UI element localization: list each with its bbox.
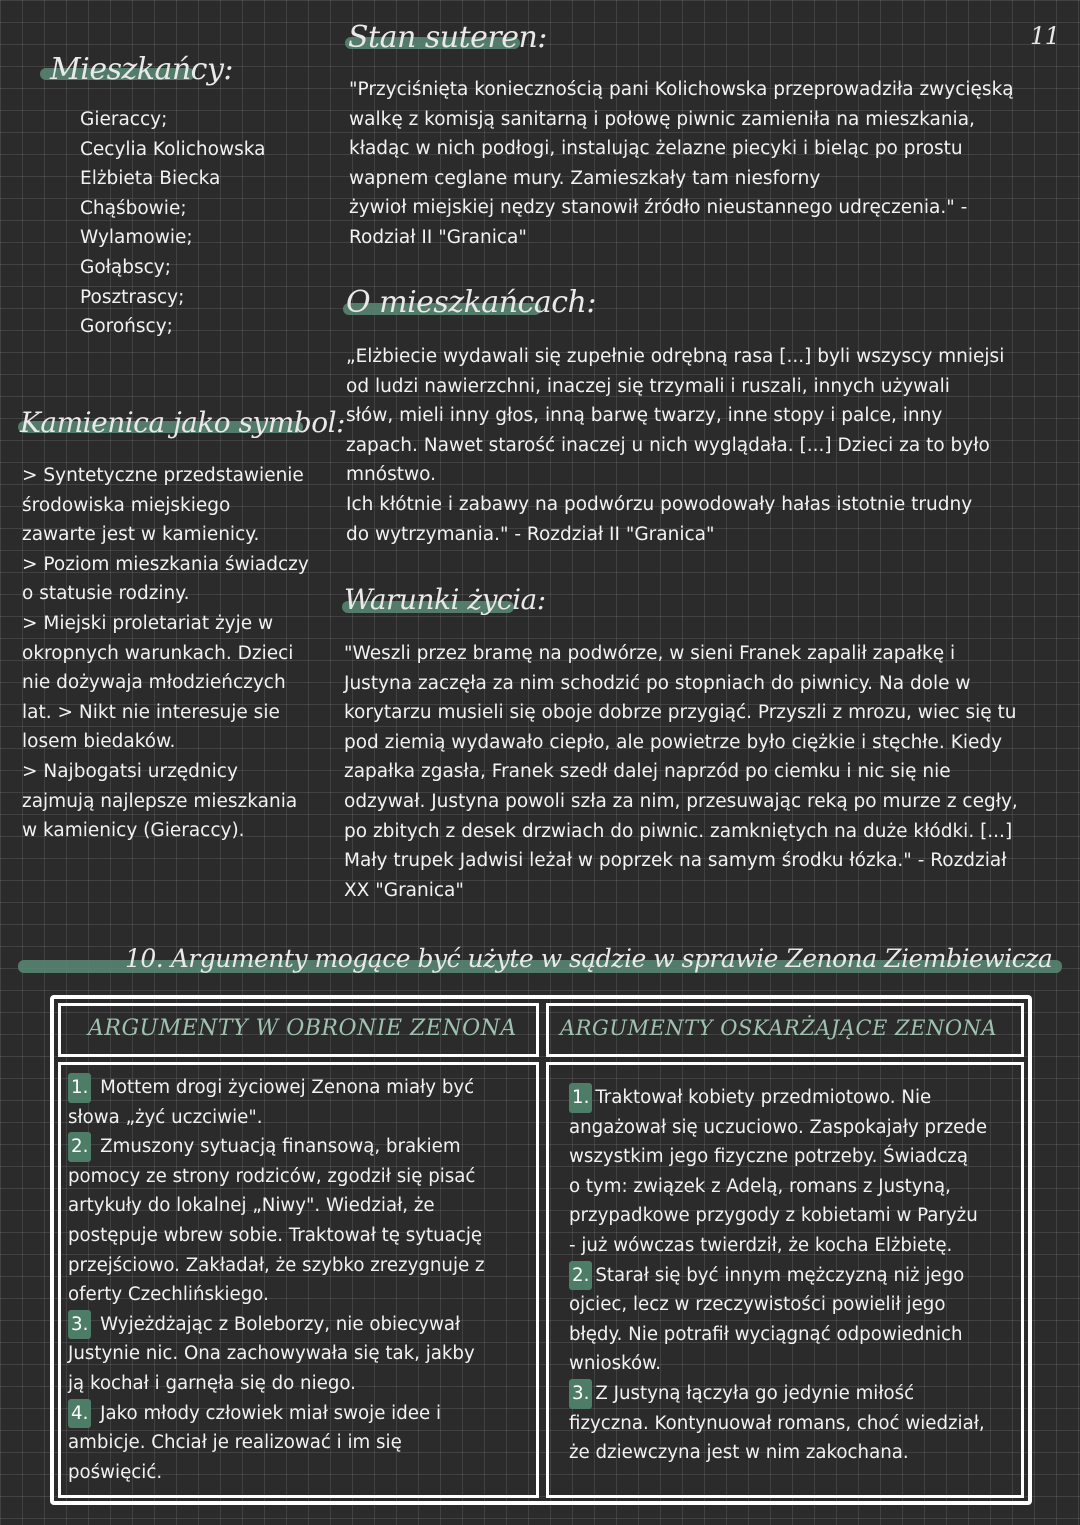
argument-line — [569, 1320, 987, 1350]
argument-number: 2. — [569, 1261, 592, 1291]
residents-heading: Mieszkańcy: — [50, 52, 234, 87]
argument-text: postępuje wbrew sobie. Traktował tę sytuację — [68, 1224, 483, 1246]
argument-text: przejściowo. Zakładał, że szybko zrezygnuje z — [68, 1254, 485, 1276]
argument-line — [68, 1310, 485, 1340]
defense-header: ARGUMENTY W OBRONIE ZENONA — [88, 1016, 517, 1041]
list-item: Gołąbscy; — [80, 256, 171, 278]
argument-line — [569, 1172, 987, 1202]
argument-text: Justynie nic. Ona zachowywała się tak, jakby — [68, 1343, 475, 1365]
argument-line — [569, 1083, 987, 1113]
list-item: Gieraccy; — [80, 109, 168, 130]
argument-line — [68, 1369, 485, 1399]
argument-text: ambicje. Chciał je realizować i im się — [68, 1432, 402, 1454]
conditions-heading: Warunki życia: — [344, 583, 546, 616]
argument-line — [68, 1073, 485, 1103]
symbol-text: > Syntetyczne przedstawienie środowiska miejskiego zawarte jest w kamienicy. > Poziom mieszkania świadczy o statusie rodziny. > Miejski proletariat żyje w okropnych warunkach. Dzieci nie dożywaja młodzieńczych lat. > Nikt nie interesuje sie losem biedaków. > Najbogatsi urzędnicy zajmują najlepsze mieszkania w kamienicy (Gieraccy). — [22, 465, 309, 842]
argument-line — [569, 1290, 987, 1320]
about-quote: „Elżbiecie wydawali się zupełnie odrębną rasa [...] byli wszyscy mniejsi od ludzi nawierzchni, inaczej się trzymali i ruszali, innych używali słów, mieli inny głos, inną barwę twarzy, inne stopy i palce, inny zapach. Nawet starość inaczej u nich wyglądała. [...] Dzieci za to było mnóstwo. Ich kłótnie i zabawy na podwórzu powodowały hałas istotnie trudny do wytrzymania." - Rozdział II "Granica" — [346, 346, 1005, 545]
argument-line — [569, 1261, 987, 1291]
list-item: Elżbieta Biecka — [80, 168, 221, 190]
list-item: Chąśbowie; — [80, 197, 187, 219]
argument-line — [68, 1399, 485, 1429]
conditions-quote: "Weszli przez bramę na podwórze, w sieni Franek zapalił zapałkę i Justyna zaczęła za nim schodzić po stopniach do piwnicy. Na dole w korytarzu musieli się oboje dobrze przygiąć. Przyszli z mrozu, wiec się tu pod ziemią wydawało ciepło, ale powietrze było ciężkie i stęchłe. Kiedy zapałka zgasła, Franek szedł dalej naprzód po ciemku i nic się nie odzywał. Justyna powoli szła za nim, przesuwając reką po murze z cegły, po zbitych z desek drzwiach do piwnic. zamkniętych na duże kłódki. [...] Mały trupek Jadwisi leżał w poprzek na samym środku łózka." - Rozdział XX "Granica" — [344, 643, 1018, 901]
argument-text: słowa „żyć uczciwie". — [68, 1106, 263, 1128]
list-item: Posztrascy; — [80, 286, 185, 308]
argument-text: Z Justyną łączyła go jedynie miłość — [595, 1382, 915, 1404]
argument-text: Wyjeżdżając z Boleborzy, nie obiecywał — [94, 1313, 461, 1335]
argument-line — [569, 1231, 987, 1261]
argument-text: że dziewczyna jest w nim zakochana. — [569, 1442, 909, 1464]
argument-text: oferty Czechlińskiego. — [68, 1284, 269, 1306]
list-item: Gorońscy; — [80, 316, 173, 338]
argument-text: pomocy ze strony rodziców, zgodził się pisać — [68, 1165, 476, 1187]
argument-line — [68, 1132, 485, 1162]
argument-line — [569, 1142, 987, 1172]
argument-line — [569, 1113, 987, 1143]
argument-number: 3. — [68, 1310, 91, 1340]
argument-text: o tym: związek z Adelą, romans z Justyną, — [569, 1175, 951, 1197]
residents-list — [80, 105, 265, 342]
about-heading: O mieszkańcach: — [346, 285, 596, 320]
argument-line — [68, 1191, 485, 1221]
argument-number: 4. — [68, 1399, 91, 1429]
argument-number: 1. — [68, 1073, 91, 1103]
basement-heading: Stan suteren: — [348, 20, 547, 55]
argument-line — [569, 1438, 987, 1468]
argument-line — [569, 1409, 987, 1439]
argument-number: 2. — [68, 1132, 91, 1162]
prosecution-header: ARGUMENTY OSKARŻAJĄCE ZENONA — [560, 1016, 998, 1040]
list-item: Cecylia Kolichowska — [80, 138, 266, 160]
defense-arguments — [68, 1073, 485, 1487]
argument-text: Starał się być innym mężczyzną niż jego — [595, 1264, 965, 1286]
page-number: 11 — [1030, 22, 1060, 50]
argument-number: 3. — [569, 1379, 592, 1409]
argument-line — [68, 1221, 485, 1251]
argument-text: poświęcić. — [68, 1461, 163, 1483]
symbol-heading: Kamienica jako symbol: — [20, 406, 345, 439]
argument-line — [68, 1339, 485, 1369]
argument-line — [68, 1280, 485, 1310]
prosecution-arguments — [569, 1083, 987, 1468]
argument-text: ojciec, lecz w rzeczywistości powielił jego — [569, 1294, 946, 1316]
argument-text: fizyczna. Kontynuował romans, choć wiedział, — [569, 1412, 985, 1434]
argument-text: Traktował kobiety przedmiotowo. Nie — [595, 1087, 932, 1108]
argument-text: Mottem drogi życiowej Zenona miały być — [94, 1077, 475, 1098]
argument-line — [569, 1201, 987, 1231]
argument-line — [569, 1349, 987, 1379]
argument-line — [569, 1379, 987, 1409]
list-item: Wylamowie; — [80, 227, 193, 249]
argument-text: wszystkim jego fizyczne potrzeby. Świadczą — [569, 1146, 969, 1168]
argument-line — [68, 1103, 485, 1133]
argument-line — [68, 1428, 485, 1458]
argument-text: błędy. Nie potrafił wyciągnąć odpowiednich — [569, 1323, 963, 1345]
argument-line — [68, 1162, 485, 1192]
argument-text: Jako młody człowiek miał swoje idee i — [94, 1402, 441, 1424]
argument-text: - już wówczas twierdził, że kocha Elżbietę. — [569, 1234, 953, 1256]
argument-text: Zmuszony sytuacją finansową, brakiem — [94, 1136, 461, 1158]
argument-text: wniosków. — [569, 1353, 662, 1375]
section10-title: 10. Argumenty mogące być użyte w sądzie w sprawie Zenona Ziembiewicza — [125, 944, 1053, 973]
argument-text: angażował się uczuciowo. Zaspokajały przede — [569, 1116, 988, 1138]
argument-text: ją kochał i garnęła się do niego. — [68, 1372, 356, 1394]
argument-text: przypadkowe przygody z kobietami w Paryżu — [569, 1205, 978, 1227]
argument-text: artykuły do lokalnej „Niwy". Wiedział, że — [68, 1195, 435, 1217]
argument-line — [68, 1458, 485, 1488]
argument-number: 1. — [569, 1083, 592, 1113]
basement-quote: "Przyciśnięta koniecznością pani Kolichowska przeprowadziła zwycięską walkę z komisją sanitarną i połowę piwnic zamieniła na mieszkania, kładąc w nich podłogi, instalując żelazne piecyki i bieląc po prostu wapnem ceglane mury. Zamieszkały tam niesforny żywioł miejskiej nędzy stanowił źródło nieustannego udręczenia." - Rodział II "Granica" — [349, 79, 1014, 248]
argument-line — [68, 1251, 485, 1281]
